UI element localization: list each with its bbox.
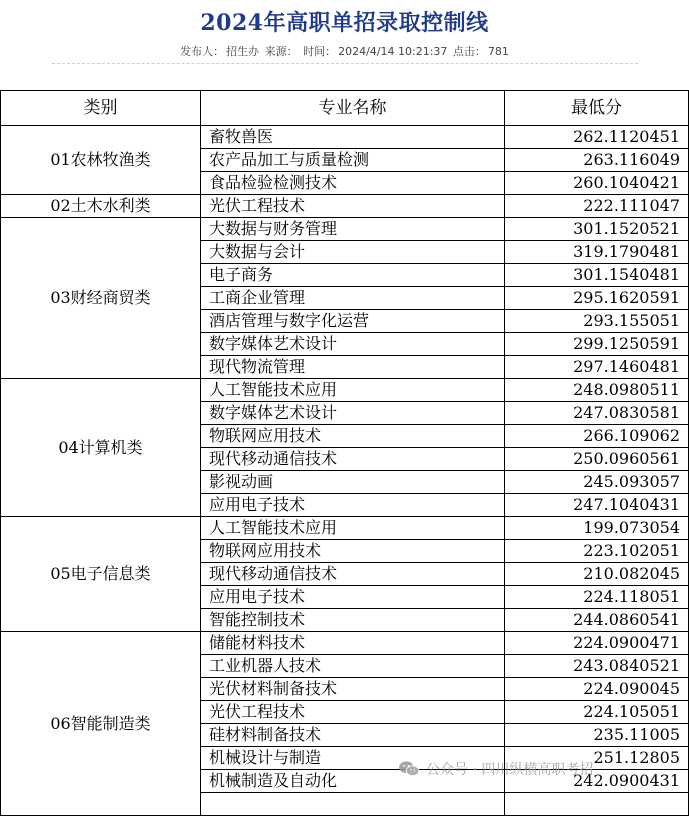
major-cell: 现代移动通信技术	[201, 563, 505, 586]
major-cell: 酒店管理与数字化运营	[201, 310, 505, 333]
min-score-cell: 250.0960561	[505, 448, 689, 471]
clicks-label: 点击：	[452, 45, 486, 58]
table-row	[1, 517, 689, 540]
major-cell: 物联网应用技术	[201, 540, 505, 563]
min-score-cell: 301.1520521	[505, 218, 689, 241]
min-score-cell: 224.105051	[505, 701, 689, 724]
category-cell: 03财经商贸类	[1, 218, 201, 379]
table-row	[1, 632, 689, 655]
min-score-cell: 210.082045	[505, 563, 689, 586]
major-cell: 现代物流管理	[201, 356, 505, 379]
major-cell: 物联网应用技术	[201, 425, 505, 448]
min-score-cell: 244.0860541	[505, 609, 689, 632]
major-cell: 机械设计与制造	[201, 747, 505, 770]
min-score-cell: 235.11005	[505, 724, 689, 747]
major-cell: 工业机器人技术	[201, 655, 505, 678]
category-cell: 05电子信息类	[1, 517, 201, 632]
min-score-cell: 242.0900431	[505, 770, 689, 793]
min-score-cell: 224.118051	[505, 586, 689, 609]
table-header-row	[1, 91, 689, 126]
min-score-cell: 222.111047	[505, 195, 689, 218]
page-title: 2024年高职单招录取控制线	[200, 10, 489, 36]
major-cell: 智能控制技术	[201, 609, 505, 632]
header-category: 类别	[1, 91, 201, 126]
major-cell: 储能材料技术	[201, 632, 505, 655]
table-row	[1, 218, 689, 241]
min-score-cell: 260.1040421	[505, 172, 689, 195]
major-cell: 光伏材料制备技术	[201, 678, 505, 701]
table-row	[1, 126, 689, 149]
min-score-cell: 297.1460481	[505, 356, 689, 379]
min-score-cell: 245.093057	[505, 471, 689, 494]
min-score-cell: 224.0900471	[505, 632, 689, 655]
category-cell: 06智能制造类	[1, 632, 201, 816]
min-score-cell: 319.1790481	[505, 241, 689, 264]
score-table	[0, 90, 689, 816]
major-cell: 影视动画	[201, 471, 505, 494]
min-score-cell: 295.1620591	[505, 287, 689, 310]
min-score-cell: 293.155051	[505, 310, 689, 333]
min-score-cell: 299.1250591	[505, 333, 689, 356]
header-major: 专业名称	[201, 91, 505, 126]
min-score-cell: 248.0980511	[505, 379, 689, 402]
article-meta	[0, 43, 689, 59]
watermark-text: 公众号 · 四川纵横高职考招	[426, 762, 594, 778]
major-cell: 数字媒体艺术设计	[201, 402, 505, 425]
major-cell: 大数据与财务管理	[201, 218, 505, 241]
min-score-cell: 266.109062	[505, 425, 689, 448]
source-label: 来源：	[264, 45, 298, 58]
category-cell: 01农林牧渔类	[1, 126, 201, 195]
major-cell: 工商企业管理	[201, 287, 505, 310]
major-cell: 应用电子技术	[201, 494, 505, 517]
major-cell: 硅材料制备技术	[201, 724, 505, 747]
major-cell: 畜牧兽医	[201, 126, 505, 149]
table-row	[1, 379, 689, 402]
major-cell: 机械制造及自动化	[201, 770, 505, 793]
major-cell: 人工智能技术应用	[201, 379, 505, 402]
article-header	[0, 0, 689, 66]
clicks-value: 781	[487, 45, 509, 58]
table-body	[1, 126, 689, 816]
major-cell: 数字媒体艺术设计	[201, 333, 505, 356]
table-row	[1, 195, 689, 218]
min-score-cell: 263.116049	[505, 149, 689, 172]
publisher-label: 发布人：	[180, 45, 225, 58]
major-cell: 光伏工程技术	[201, 701, 505, 724]
header-min-score: 最低分	[505, 91, 689, 126]
min-score-cell: 247.0830581	[505, 402, 689, 425]
category-cell: 02土木水利类	[1, 195, 201, 218]
major-cell: 大数据与会计	[201, 241, 505, 264]
time-label: 时间：	[303, 45, 337, 58]
major-cell: 农产品加工与质量检测	[201, 149, 505, 172]
major-cell: 光伏工程技术	[201, 195, 505, 218]
major-cell: 电子商务	[201, 264, 505, 287]
min-score-cell: 243.0840521	[505, 655, 689, 678]
min-score-cell: 247.1040431	[505, 494, 689, 517]
major-cell: 食品检验检测技术	[201, 172, 505, 195]
header-divider	[52, 63, 638, 64]
category-cell: 04计算机类	[1, 379, 201, 517]
major-cell: 现代移动通信技术	[201, 448, 505, 471]
min-score-cell: 301.1540481	[505, 264, 689, 287]
min-score-cell: 262.1120451	[505, 126, 689, 149]
min-score-cell: 223.102051	[505, 540, 689, 563]
time-value: 2024/4/14 10:21:37	[338, 45, 448, 58]
min-score-cell: 224.090045	[505, 678, 689, 701]
publisher-value: 招生办	[226, 45, 260, 58]
min-score-cell: 199.073054	[505, 517, 689, 540]
major-cell: 应用电子技术	[201, 586, 505, 609]
min-score-cell: 251.12805	[505, 747, 689, 770]
major-cell: 人工智能技术应用	[201, 517, 505, 540]
